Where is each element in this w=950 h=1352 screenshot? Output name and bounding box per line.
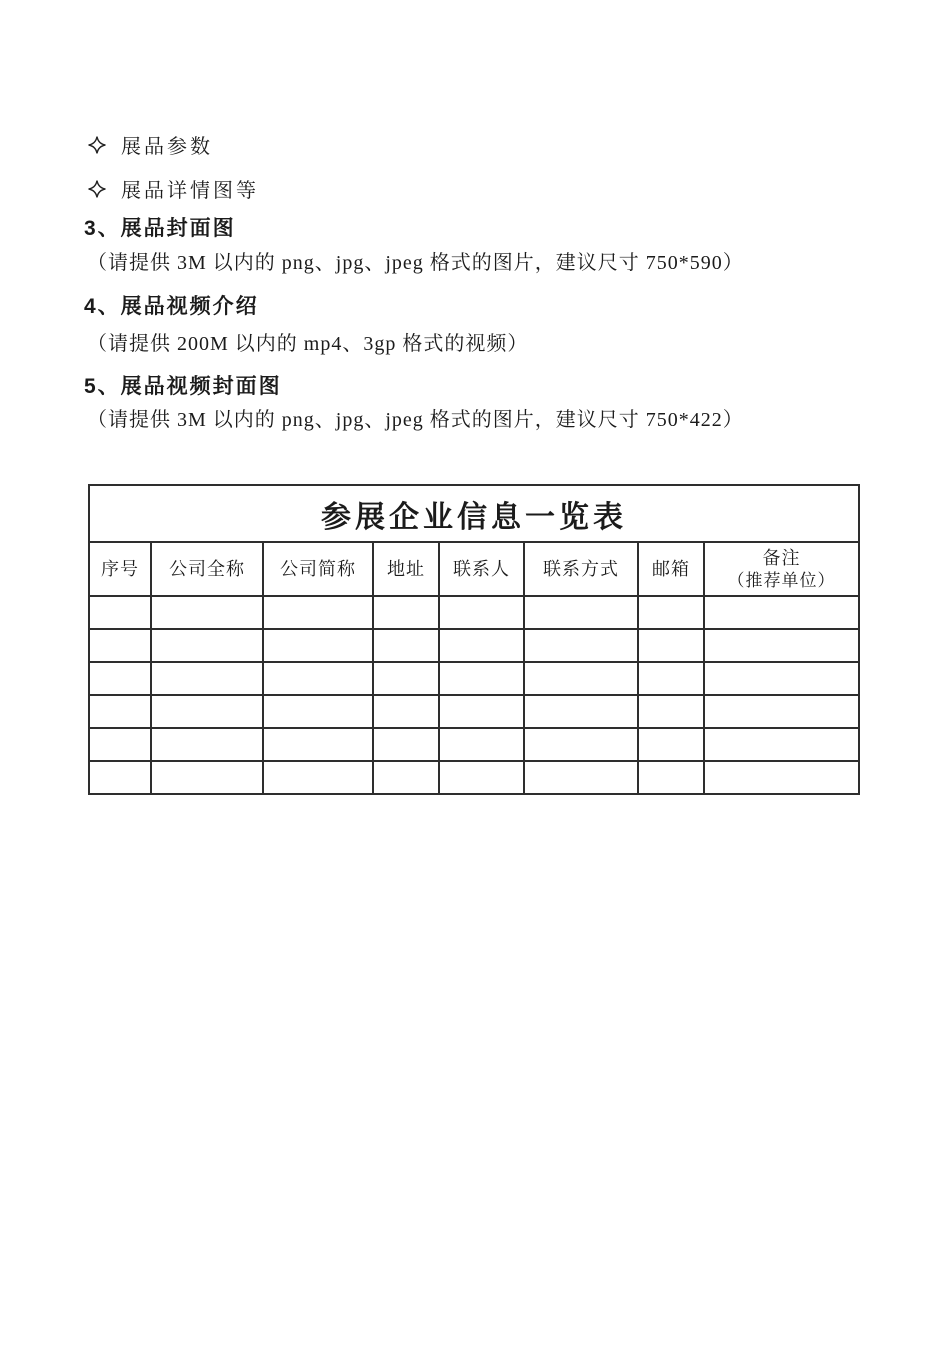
table-cell	[263, 761, 373, 794]
table-column-header	[373, 542, 439, 596]
table-cell	[439, 596, 524, 629]
section-heading: 3、展品封面图	[84, 217, 236, 240]
section-heading: 5、展品视频封面图	[84, 375, 282, 398]
table-column-header	[638, 542, 704, 596]
table-cell	[151, 596, 263, 629]
table-cell	[151, 728, 263, 761]
table-cell	[263, 629, 373, 662]
table-cell	[373, 629, 439, 662]
table-row	[89, 596, 859, 629]
table-row	[89, 761, 859, 794]
table-cell	[151, 629, 263, 662]
section-heading: 4、展品视频介绍	[84, 295, 259, 318]
table-cell	[638, 629, 704, 662]
table-cell	[373, 761, 439, 794]
table-cell	[151, 761, 263, 794]
exhibitor-info-table	[88, 484, 860, 795]
table-cell	[704, 596, 859, 629]
table-header-row	[89, 542, 859, 596]
bullet-text: 展品参数	[121, 136, 213, 158]
table-cell	[638, 761, 704, 794]
table-column-header	[89, 542, 151, 596]
column-header-label: 地址	[387, 558, 425, 579]
table-column-header	[151, 542, 263, 596]
table-column-header	[439, 542, 524, 596]
table-cell	[439, 728, 524, 761]
section-note: （请提供 3M 以内的 png、jpg、jpeg 格式的图片，建议尺寸 750*422）	[87, 409, 744, 431]
table-row	[89, 695, 859, 728]
table-cell	[439, 662, 524, 695]
table-cell	[89, 695, 151, 728]
column-header-label: 邮箱	[652, 558, 690, 579]
table-cell	[151, 662, 263, 695]
table-cell	[638, 728, 704, 761]
table-title: 参展企业信息一览表	[89, 485, 859, 542]
table-cell	[89, 728, 151, 761]
table-cell	[439, 695, 524, 728]
bullet-text: 展品详情图等	[121, 180, 259, 202]
table-cell	[704, 728, 859, 761]
table-cell	[704, 761, 859, 794]
section-note: （请提供 3M 以内的 png、jpg、jpeg 格式的图片，建议尺寸 750*590）	[87, 252, 744, 274]
table-cell	[373, 695, 439, 728]
table-cell	[638, 662, 704, 695]
table-cell	[89, 596, 151, 629]
table-cell	[704, 662, 859, 695]
table-cell	[439, 629, 524, 662]
table-cell	[524, 728, 638, 761]
four-pointed-star-icon	[88, 136, 106, 154]
table-cell	[439, 761, 524, 794]
table-cell	[638, 695, 704, 728]
table-cell	[373, 596, 439, 629]
column-header-sublabel: （推荐单位）	[727, 570, 836, 590]
column-header-label: 联系人	[453, 558, 510, 579]
table-cell	[263, 596, 373, 629]
table-cell	[638, 596, 704, 629]
table-cell	[89, 761, 151, 794]
table-cell	[524, 695, 638, 728]
table-cell	[89, 662, 151, 695]
table-cell	[373, 728, 439, 761]
table-cell	[524, 596, 638, 629]
table-row	[89, 728, 859, 761]
table-cell	[524, 761, 638, 794]
column-header-label: 序号	[101, 558, 139, 579]
column-header-label: 公司简称	[280, 558, 356, 579]
table-row	[89, 662, 859, 695]
bullet-item	[88, 174, 259, 203]
table-cell	[263, 728, 373, 761]
table-row	[89, 629, 859, 662]
column-header-label: 联系方式	[543, 558, 619, 579]
table-cell	[89, 629, 151, 662]
table-column-header	[704, 542, 859, 596]
table-cell	[524, 629, 638, 662]
column-header-label: 备注	[762, 548, 801, 569]
table-cell	[373, 662, 439, 695]
table-cell	[524, 662, 638, 695]
column-header-label: 公司全称	[169, 558, 245, 579]
bullet-item	[88, 130, 213, 159]
table-column-header	[263, 542, 373, 596]
table-cell	[704, 629, 859, 662]
table-cell	[263, 695, 373, 728]
table-cell	[151, 695, 263, 728]
table-cell	[704, 695, 859, 728]
table-column-header	[524, 542, 638, 596]
four-pointed-star-icon	[88, 180, 106, 198]
table-cell	[263, 662, 373, 695]
section-note: （请提供 200M 以内的 mp4、3gp 格式的视频）	[87, 333, 529, 355]
